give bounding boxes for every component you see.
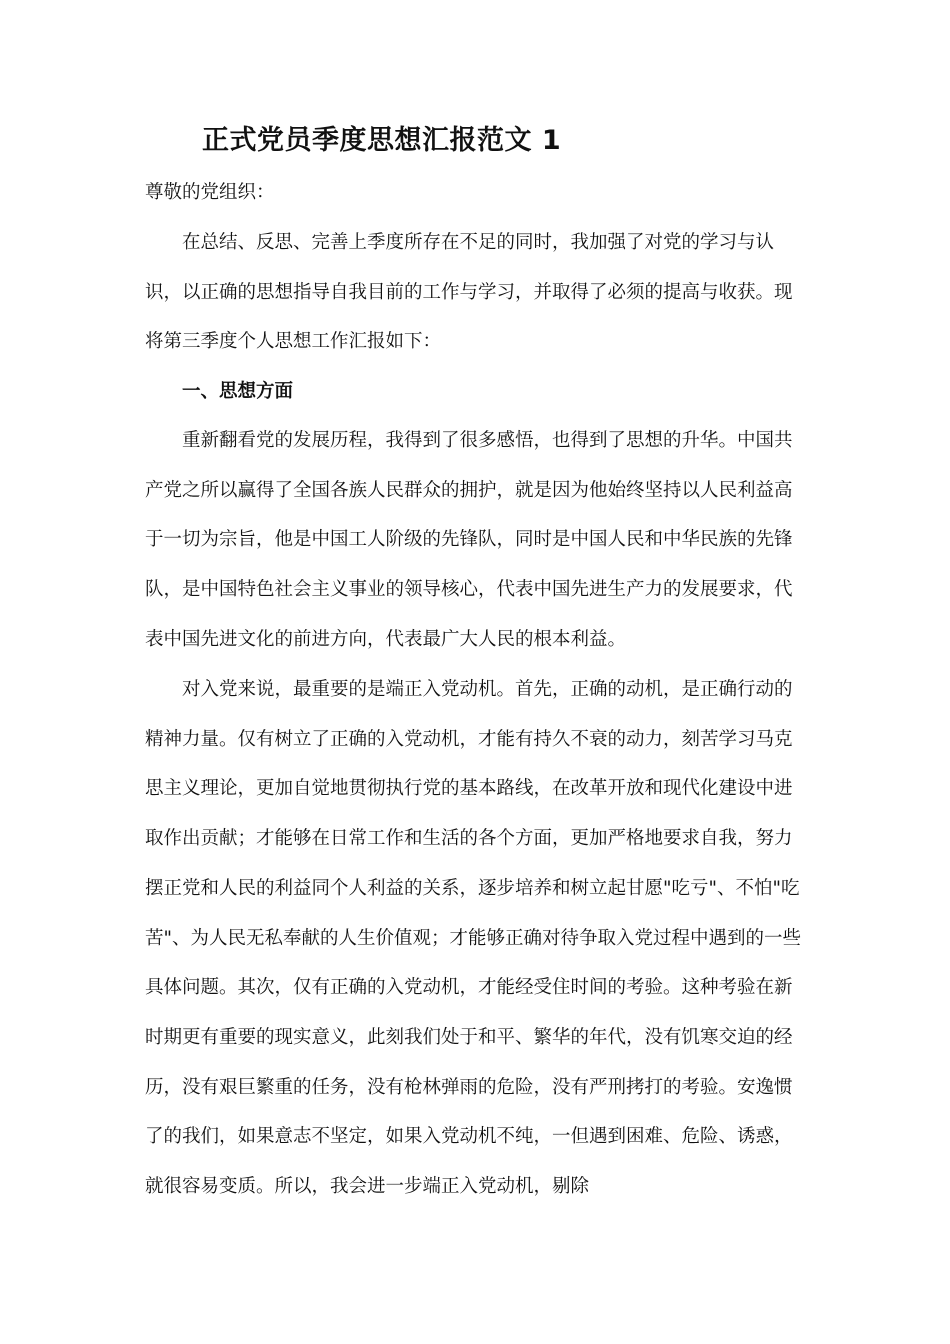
intro-paragraph: 在总结、反思、完善上季度所存在不足的同时，我加强了对党的学习与认识，以正确的思想指导自我目前的工作与学习，并取得了必须的提高与收获。现将第三季度个人思想工作汇报如下： [145, 232, 793, 353]
body-paragraph-2: 对入党来说，最重要的是端正入党动机。首先，正确的动机，是正确行动的精神力量。仅有树立了正确的入党动机，才能有持久不衰的动力，刻苦学习马克思主义理论，更加自觉地贯彻执行党的基本路线，在改革开放和现代化建设中进取作出贡献；才能够在日常工作和生活的各个方面，更加严格地要求自我，努力摆正党和人民的利益同个人利益的关系，逐步培养和树立起甘愿"吃亏"、不怕"吃苦"、为人民无私奉献的人生价值观；才能够正确对待争取入党过程中遇到的一些具体问题。其次，仅有正确的入党动机，才能经受住时间的考验。这种考验在新时期更有重要的现实意义，此刻我们处于和平、繁华的年代，没有饥寒交迫的经历，没有艰巨繁重的任务，没有枪林弹雨的危险，没有严刑拷打的考验。安逸惯了的我们，如果意志不坚定，如果入党动机不纯，一但遇到困难、危险、诱惑，就很容易变质。所以，我会进一步端正入党动机，剔除 [145, 679, 802, 1198]
document-title: 正式党员季度思想汇报范文 1 [202, 125, 562, 156]
body-paragraph-1: 重新翻看党的发展历程，我得到了很多感悟，也得到了思想的升华。中国共产党之所以赢得了全国各族人民群众的拥护，就是因为他始终坚持以人民利益高于一切为宗旨，他是中国工人阶级的先锋队，同时是中国人民和中华民族的先锋队，是中国特色社会主义事业的领导核心，代表中国先进生产力的发展要求，代表中国先进文化的前进方向，代表最广大人民的根本利益。 [145, 430, 793, 650]
salutation: 尊敬的党组织： [145, 182, 275, 203]
section-heading: 一、思想方面 [182, 381, 294, 402]
